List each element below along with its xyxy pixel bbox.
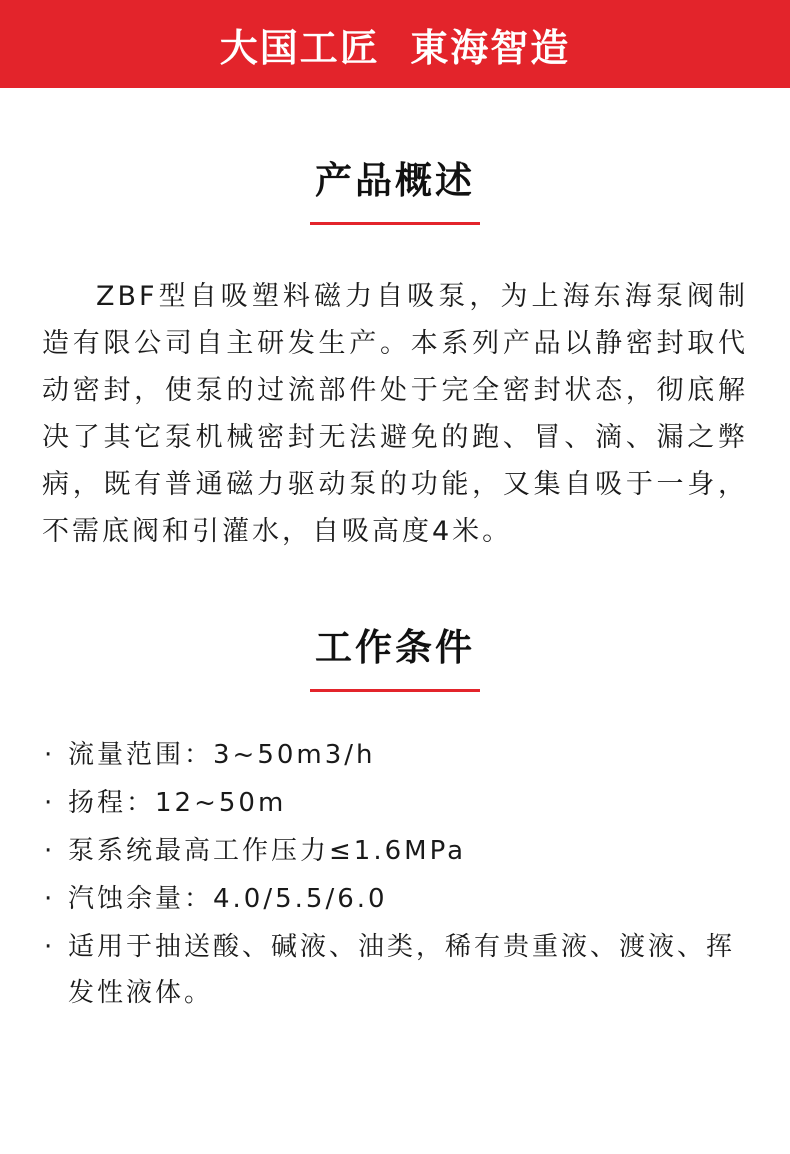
section-title-overview: 产品概述 (315, 159, 475, 202)
bullet-dot-icon: · (44, 884, 56, 914)
list-item (42, 924, 748, 1016)
bullet-dot-icon: · (44, 788, 56, 818)
list-item (42, 732, 748, 778)
list-item (42, 828, 748, 874)
list-item-label: 扬程：12~50m (68, 788, 287, 818)
page-banner (0, 0, 790, 88)
section-heading-overview (0, 150, 790, 225)
list-item (42, 876, 748, 922)
bullet-dot-icon: · (44, 740, 56, 770)
list-item-label: 泵系统最高工作压力≤1.6MPa (68, 836, 467, 866)
bullet-dot-icon: · (44, 836, 56, 866)
list-item-label: 流量范围：3~50m3/h (68, 740, 376, 770)
list-item-label: 汽蚀余量：4.0/5.5/6.0 (68, 884, 388, 914)
section-title-conditions: 工作条件 (315, 626, 475, 669)
section-heading-conditions (0, 617, 790, 692)
bullet-dot-icon: · (44, 932, 56, 962)
overview-paragraph: ZBF型自吸塑料磁力自吸泵，为上海东海泵阀制造有限公司自主研发生产。本系列产品以静密封取代动密封，使泵的过流部件处于完全密封状态，彻底解决了其它泵机械密封无法避免的跑、冒、滴、漏之弊病，既有普通磁力驱动泵的功能，又集自吸于一身，不需底阀和引灌水，自吸高度4米。 (42, 281, 748, 547)
heading-underline-overview (310, 222, 480, 225)
banner-title: 大国工匠 東海智造 (219, 25, 571, 70)
list-item (42, 780, 748, 826)
working-conditions-list (42, 732, 748, 1016)
list-item-label: 适用于抽送酸、碱液、油类，稀有贵重液、渡液、挥发性液体。 (68, 932, 736, 1008)
heading-underline-conditions (310, 689, 480, 692)
